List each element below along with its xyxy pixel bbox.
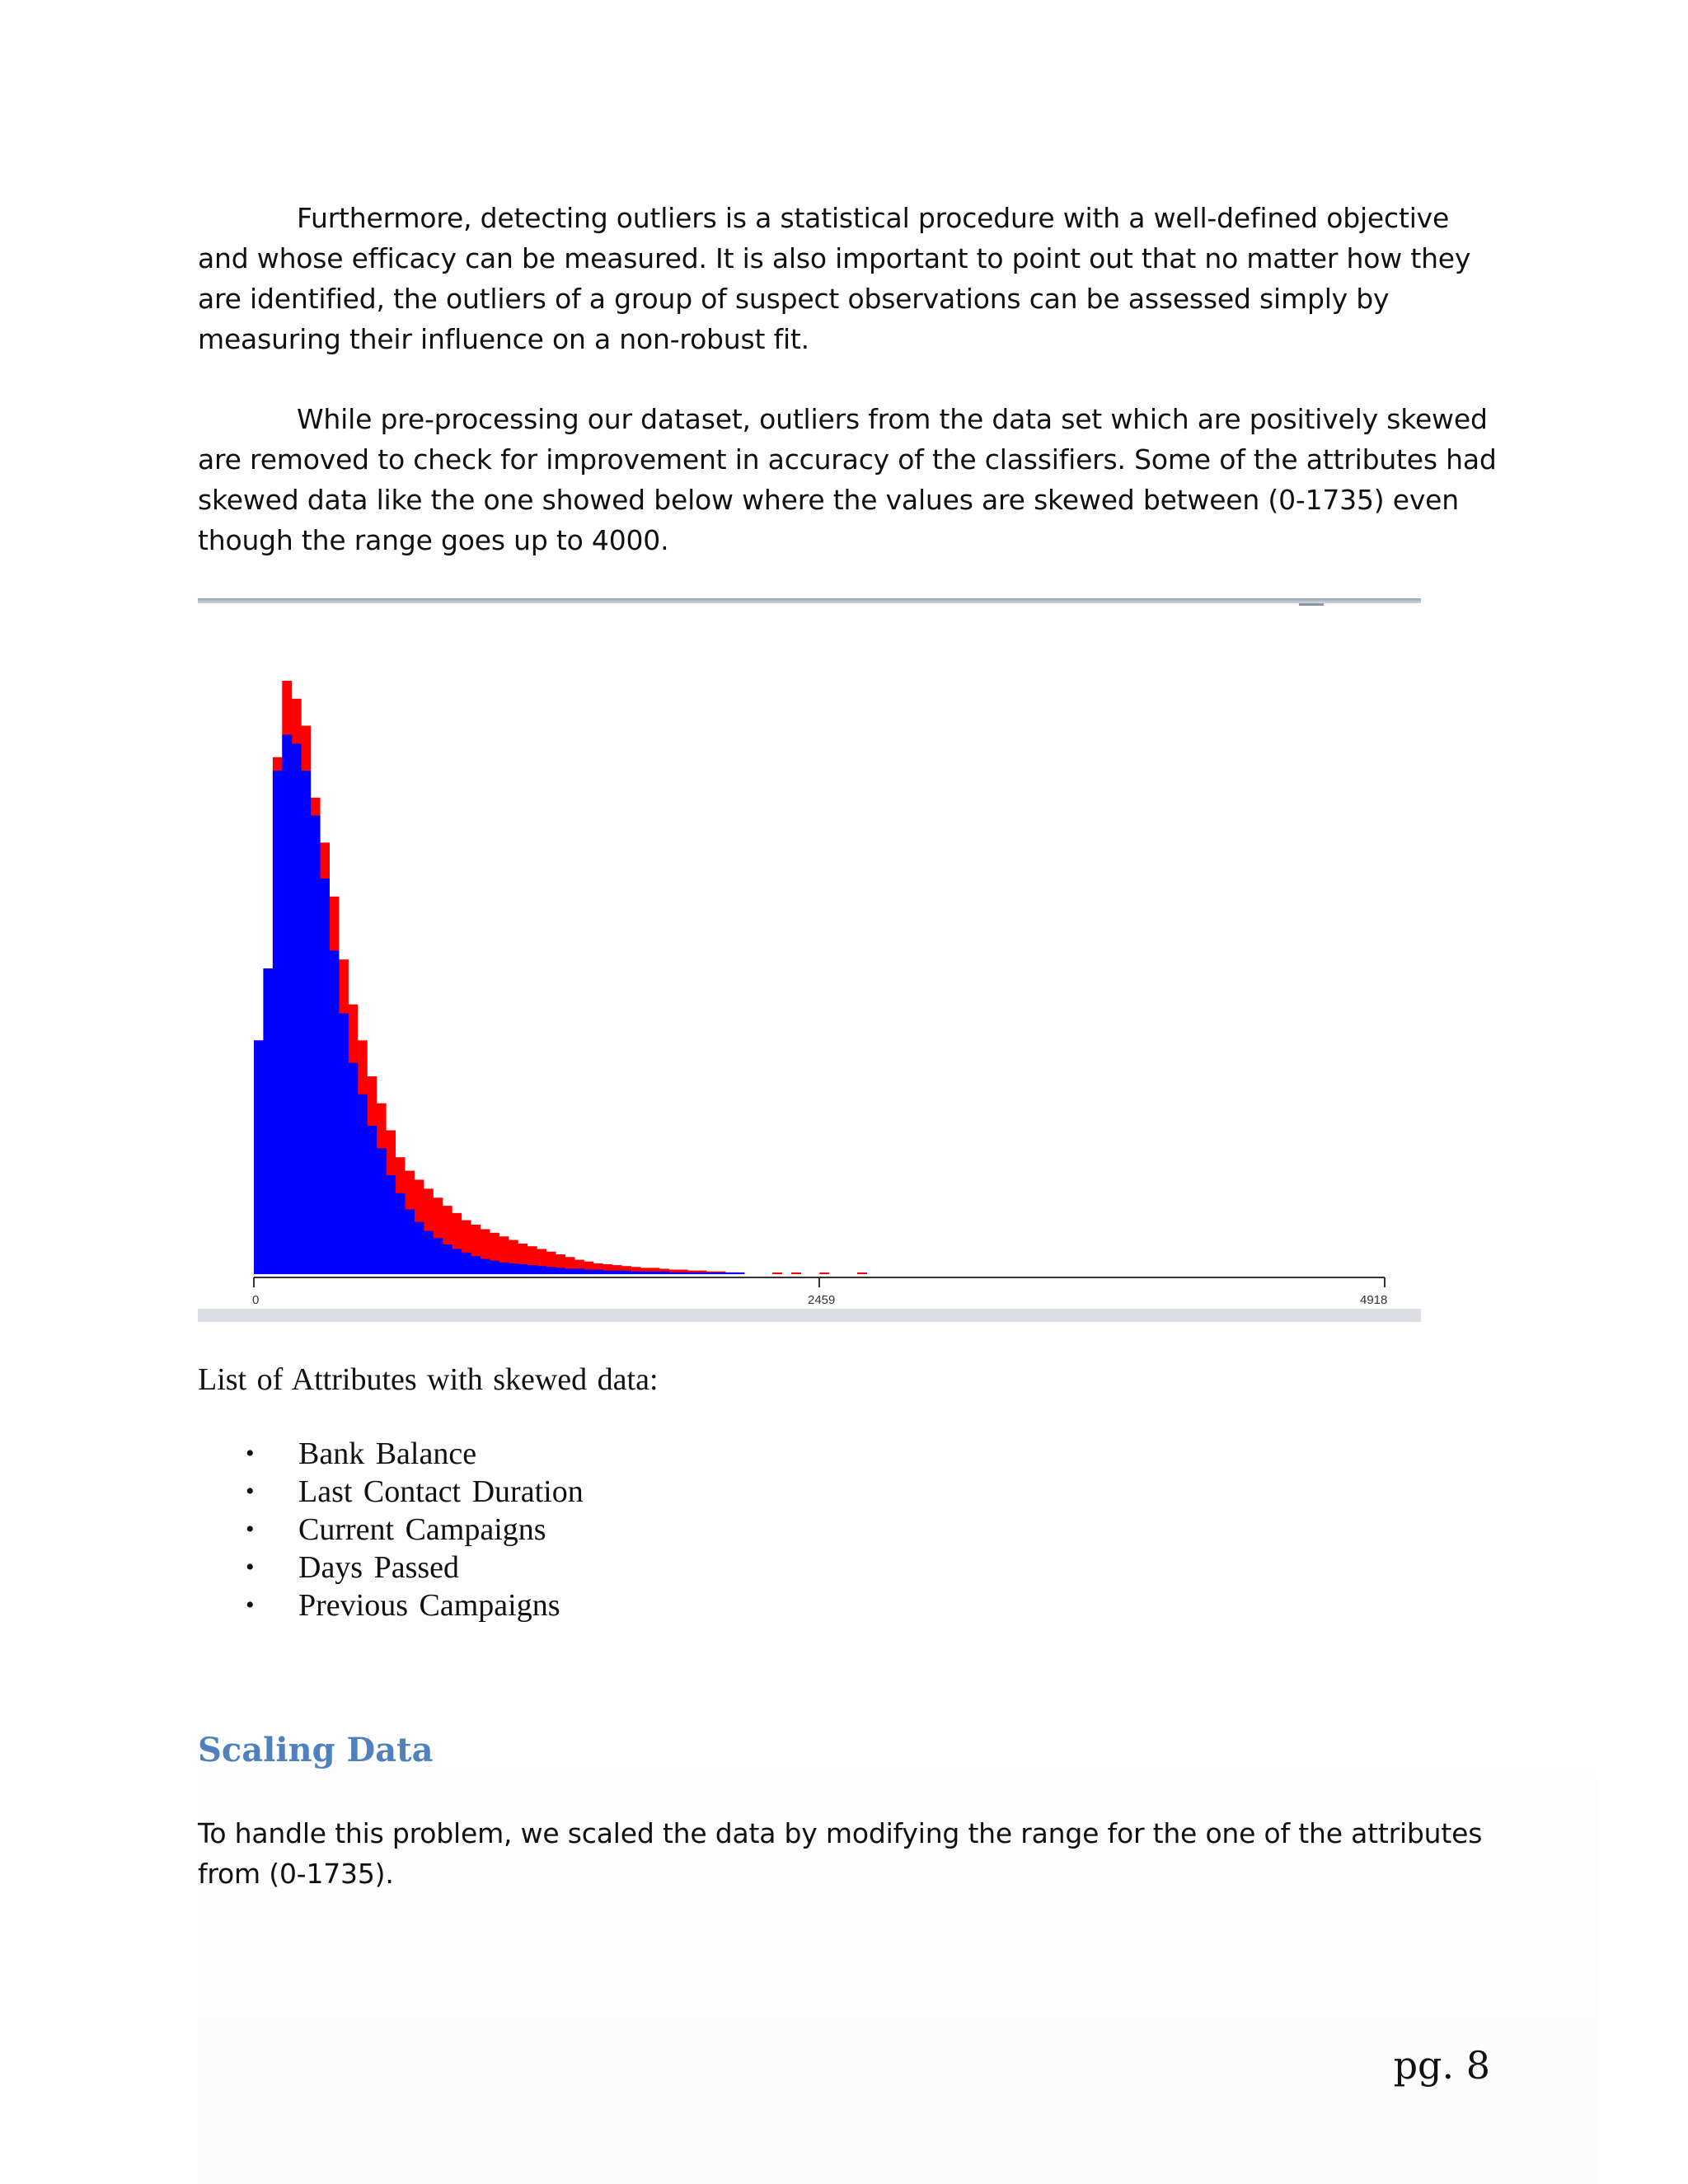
blue-histogram-bar: [367, 1126, 377, 1274]
blue-histogram-bar: [481, 1258, 490, 1274]
blue-series-bars: [254, 734, 744, 1274]
blue-histogram-bar: [556, 1268, 565, 1274]
blue-histogram-bar: [537, 1266, 546, 1274]
paragraph-scaling: To handle this problem, we scaled the data by modifying the range for the one of the attributes from (0-1735).: [198, 1817, 1483, 1890]
x-axis-tick-label: 4918: [1360, 1293, 1388, 1307]
skewed-attribute-list: [198, 1435, 584, 1624]
blue-histogram-bar: [725, 1272, 735, 1274]
bullet-icon: •: [246, 1591, 255, 1619]
attribute-list-intro: List of Attributes with skewed data:: [198, 1362, 659, 1397]
bullet-icon: •: [246, 1440, 255, 1467]
red-histogram-bar: [791, 1272, 801, 1274]
blue-histogram-bar: [292, 743, 302, 1274]
list-item: [198, 1473, 584, 1511]
blue-histogram-bar: [348, 1063, 358, 1274]
x-axis-tick-label: 2459: [808, 1293, 836, 1307]
blue-histogram-bar: [528, 1265, 537, 1274]
blue-histogram-bar: [706, 1272, 716, 1274]
histogram-figure: [198, 598, 1421, 1324]
paragraph-preprocessing: [198, 399, 1500, 560]
blue-histogram-bar: [339, 1014, 349, 1274]
blue-histogram-bar: [631, 1272, 641, 1274]
blue-histogram-bar: [405, 1209, 415, 1274]
blue-histogram-bar: [301, 771, 311, 1274]
blue-histogram-bar: [433, 1238, 443, 1274]
blue-histogram-bar: [584, 1270, 593, 1274]
bullet-icon: •: [246, 1554, 255, 1581]
page-number: pg. 8: [1393, 2043, 1490, 2088]
blue-histogram-bar: [565, 1268, 574, 1274]
blue-histogram-bar: [273, 771, 283, 1274]
blue-histogram-bar: [424, 1231, 434, 1274]
blue-histogram-bar: [282, 734, 292, 1274]
paragraph-outliers-intro: [198, 198, 1500, 359]
x-axis-ticks: [252, 1277, 1387, 1307]
blue-histogram-bar: [668, 1272, 678, 1274]
list-item-label: Bank Balance: [298, 1436, 477, 1471]
list-item: [198, 1435, 584, 1473]
blue-histogram-bar: [311, 816, 321, 1274]
red-histogram-bar: [772, 1272, 782, 1274]
blue-histogram-bar: [471, 1256, 481, 1274]
blue-histogram-bar: [697, 1272, 707, 1274]
blue-histogram-bar: [593, 1270, 603, 1274]
blue-histogram-bar: [490, 1261, 499, 1274]
blue-histogram-bar: [734, 1272, 744, 1274]
blue-histogram-bar: [518, 1264, 528, 1274]
blue-histogram-bar: [254, 1040, 264, 1274]
blue-histogram-bar: [678, 1272, 688, 1274]
blue-histogram-bar: [603, 1271, 612, 1274]
bullet-icon: •: [246, 1478, 255, 1505]
red-histogram-bar: [857, 1272, 867, 1274]
blue-histogram-bar: [396, 1193, 406, 1274]
blue-histogram-bar: [330, 950, 340, 1274]
blue-histogram-bar: [659, 1272, 669, 1274]
blue-histogram-bar: [358, 1094, 368, 1274]
blue-histogram-bar: [386, 1175, 396, 1274]
list-item-label: Previous Campaigns: [298, 1588, 560, 1623]
blue-histogram-bar: [621, 1271, 631, 1274]
blue-histogram-bar: [414, 1222, 424, 1274]
paragraph-outliers-intro-text: Furthermore, detecting outliers is a statistical procedure with a well-defined objective and whose efficacy can be measured. It is also important to point out that no matter how they are identified, the outliers of a group of suspect observations can be assessed simply by measuring their influence on a non-robust fit.: [198, 202, 1471, 355]
blue-histogram-bar: [649, 1272, 659, 1274]
blue-histogram-bar: [320, 879, 330, 1274]
figure-bottom-border: [198, 1309, 1421, 1322]
list-item-label: Days Passed: [298, 1550, 460, 1585]
blue-histogram-bar: [263, 968, 273, 1274]
blue-histogram-bar: [452, 1249, 462, 1274]
blue-histogram-bar: [574, 1268, 584, 1274]
histogram-chart: [198, 598, 1421, 1309]
list-item: [198, 1511, 584, 1549]
x-axis-tick-label: 0: [252, 1293, 260, 1307]
list-item: [198, 1549, 584, 1586]
blue-histogram-bar: [443, 1244, 452, 1274]
blue-histogram-bar: [715, 1272, 725, 1274]
blue-histogram-bar: [509, 1263, 518, 1274]
blue-histogram-bar: [377, 1148, 387, 1274]
blue-histogram-bar: [546, 1267, 556, 1274]
list-item: [198, 1586, 584, 1624]
paragraph-preprocessing-text: While pre-processing our dataset, outliers from the data set which are positively skewed are removed to check for improvement in accuracy of the classifiers. Some of the attributes had skewed data like the one showed below where the values are skewed between (0-1735) even though the range goes up to 4000.: [198, 403, 1497, 556]
section-heading-scaling-data: Scaling Data: [198, 1731, 434, 1769]
list-item-label: Last Contact Duration: [298, 1474, 584, 1509]
red-histogram-bar: [819, 1272, 829, 1274]
blue-histogram-bar: [612, 1271, 622, 1274]
blue-histogram-bar: [499, 1263, 509, 1274]
bullet-icon: •: [246, 1516, 255, 1543]
blue-histogram-bar: [462, 1253, 471, 1274]
blue-histogram-bar: [640, 1272, 650, 1274]
list-item-label: Current Campaigns: [298, 1512, 546, 1547]
blue-histogram-bar: [687, 1272, 697, 1274]
